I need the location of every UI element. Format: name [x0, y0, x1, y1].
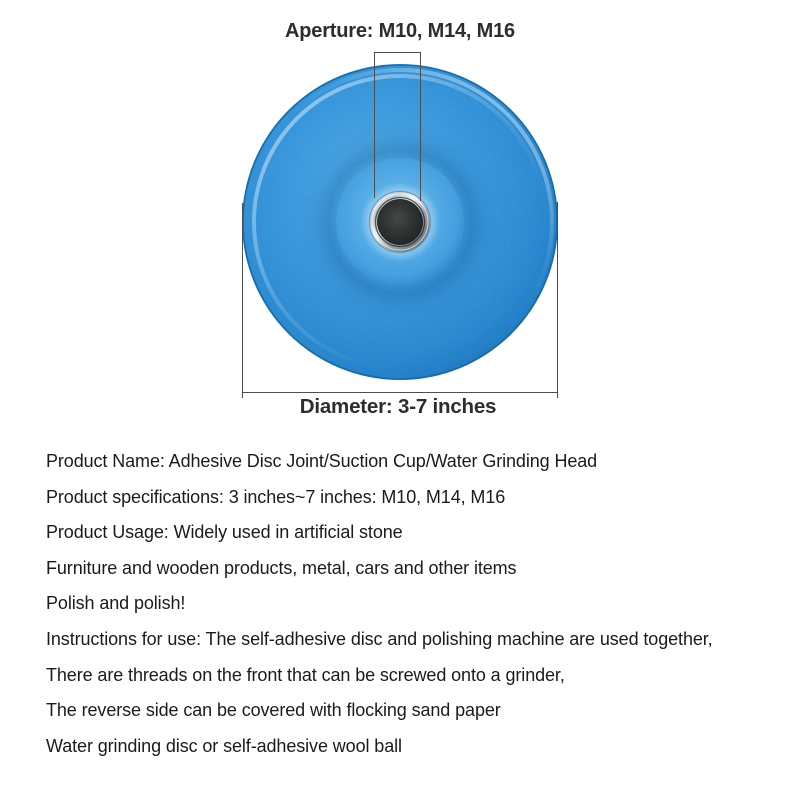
product-description — [46, 444, 786, 764]
diameter-extension-line-right — [557, 202, 558, 398]
center-hole — [377, 199, 423, 245]
aperture-leader-line-right — [420, 52, 421, 201]
aperture-bracket-line — [374, 52, 421, 53]
diameter-label: Diameter: 3-7 inches — [299, 395, 497, 418]
description-line-instructions: Instructions for use: The self-adhesive disc and polishing machine are used together, — [46, 628, 713, 649]
product-photo-disc — [234, 56, 566, 388]
aperture-leader-line-left — [374, 52, 375, 198]
description-line: Furniture and wooden products, metal, cars and other items — [46, 557, 517, 578]
diameter-dimension-line — [242, 392, 558, 393]
description-line: Water grinding disc or self-adhesive wool ball — [46, 735, 402, 756]
description-line: The reverse side can be covered with flocking sand paper — [46, 700, 501, 721]
diameter-extension-line-left — [242, 203, 243, 398]
description-line: Polish and polish! — [46, 593, 186, 614]
aperture-label: Aperture: M10, M14, M16 — [285, 20, 515, 42]
description-line-product-name: Product Name: Adhesive Disc Joint/Suction Cup/Water Grinding Head — [46, 451, 598, 471]
description-line: There are threads on the front that can be screwed onto a grinder, — [46, 664, 565, 685]
description-line-specifications: Product specifications: 3 inches~7 inches: M10, M14, M16 — [46, 486, 506, 507]
description-line-usage: Product Usage: Widely used in artificial stone — [46, 522, 403, 543]
